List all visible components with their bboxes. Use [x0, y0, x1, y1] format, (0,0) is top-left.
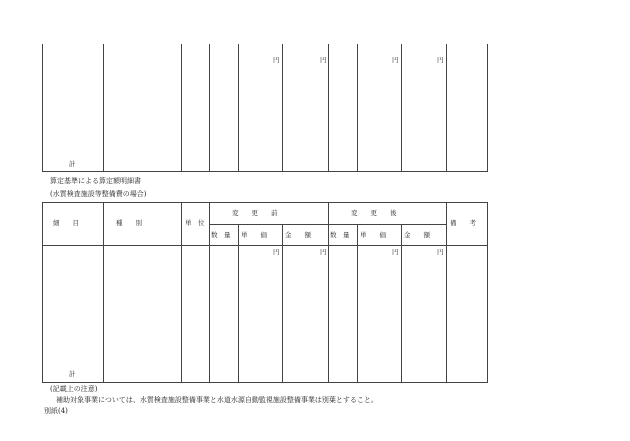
t1-col-line	[401, 44, 402, 171]
header-after: 変 更 後	[351, 209, 397, 217]
header-item: 細 目	[53, 219, 79, 227]
t2-col-line	[181, 202, 182, 383]
t2-total-label: 計	[69, 370, 76, 378]
form-label: 別紙(4)	[44, 407, 68, 415]
t2-yen-unit: 円	[437, 248, 444, 256]
t2-border-right	[487, 202, 488, 383]
section-title: 算定基準による算定額明細書	[50, 177, 141, 185]
t2-col-line	[328, 202, 329, 383]
t2-subcol-line	[357, 224, 358, 383]
notes-text: 補助対象事業については、水質検査施設整備事業と水道水源自動監視施設整備事業は別葉とすること。	[56, 396, 378, 404]
t2-yen-unit: 円	[273, 248, 280, 256]
t1-col-line	[446, 44, 447, 171]
t1-col-line	[209, 44, 210, 171]
header-qty-before: 数 量	[211, 231, 231, 239]
header-price-before: 単 価	[241, 231, 267, 239]
t1-total-label: 計	[69, 160, 76, 168]
t1-border-bottom	[42, 171, 488, 172]
t1-border-right	[487, 44, 488, 171]
header-type: 種 別	[116, 219, 142, 227]
t1-yen-unit: 円	[273, 56, 280, 64]
notes-title: (記載上の注意)	[50, 385, 98, 393]
t2-border-top	[42, 202, 488, 203]
t2-border-bottom	[42, 382, 488, 383]
t2-col-line	[103, 202, 104, 383]
header-before: 変 更 前	[232, 209, 278, 217]
header-unit: 単 位	[185, 219, 205, 227]
t2-yen-unit: 円	[392, 248, 399, 256]
t1-yen-unit: 円	[392, 56, 399, 64]
t1-col-line	[357, 44, 358, 171]
t2-col-line	[209, 202, 210, 383]
header-remarks: 備 考	[450, 219, 476, 227]
t2-subcol-line	[401, 224, 402, 383]
header-amount-before: 金 額	[285, 231, 311, 239]
header-price-after: 単 価	[360, 231, 386, 239]
t1-col-line	[181, 44, 182, 171]
t1-col-line	[282, 44, 283, 171]
header-qty-after: 数 量	[330, 231, 350, 239]
t1-yen-unit: 円	[437, 56, 444, 64]
section-subtitle: (水質検査施設等整備費の場合)	[50, 190, 147, 198]
t2-yen-unit: 円	[320, 248, 327, 256]
t1-col-line	[103, 44, 104, 171]
t2-header-bottom	[42, 245, 488, 246]
t2-subcol-line	[238, 224, 239, 383]
t1-col-line	[238, 44, 239, 171]
header-amount-after: 金 額	[404, 231, 430, 239]
t2-subcol-line	[282, 224, 283, 383]
t1-col-line	[328, 44, 329, 171]
t2-col-line	[446, 202, 447, 383]
t1-border-left	[42, 44, 43, 171]
t2-border-left	[42, 202, 43, 383]
t1-yen-unit: 円	[320, 56, 327, 64]
